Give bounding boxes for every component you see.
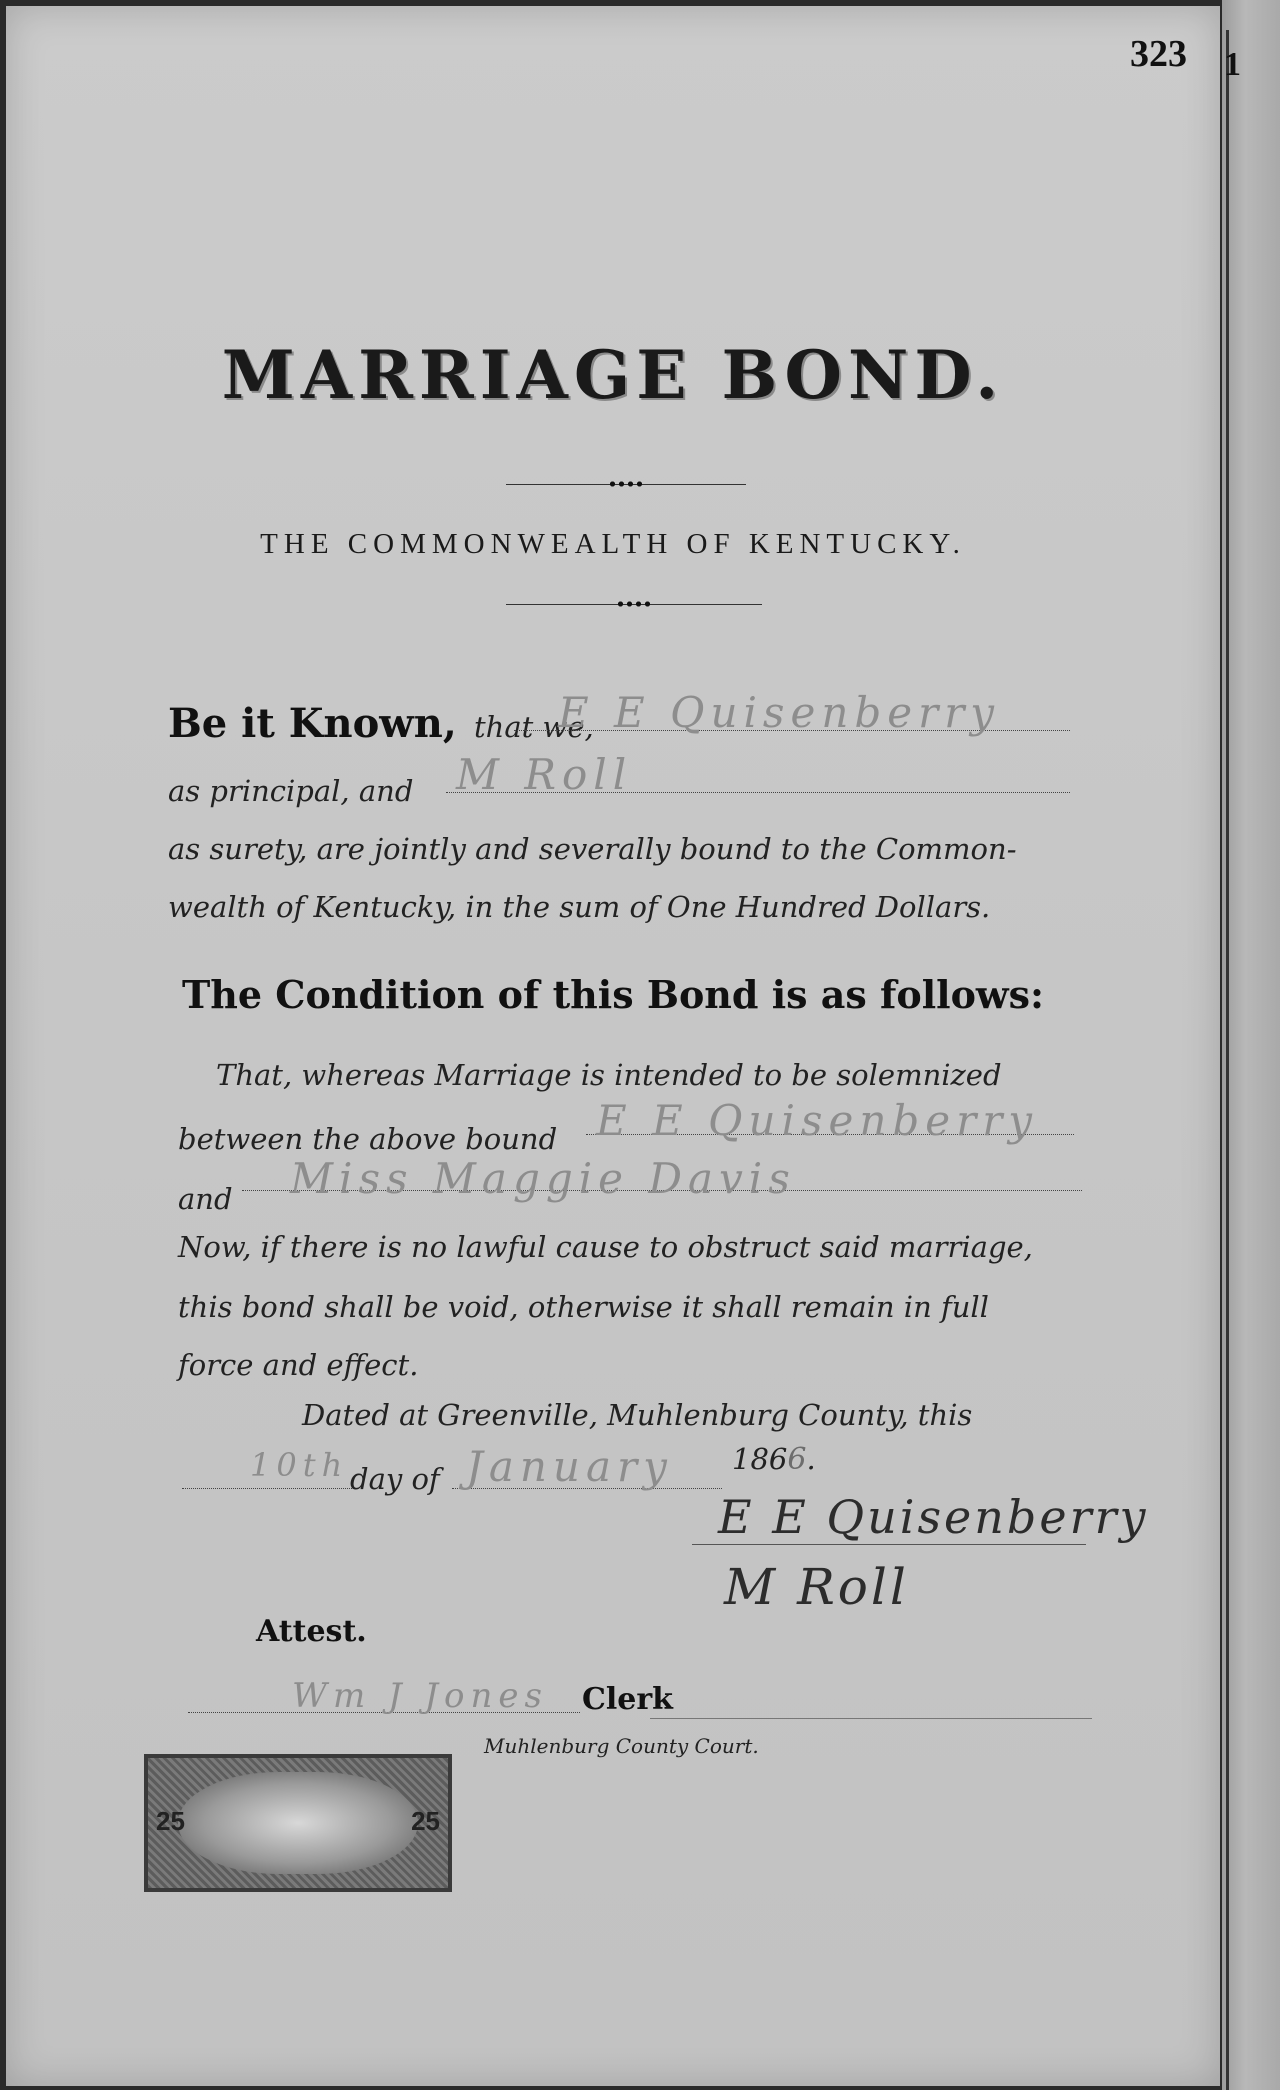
attest-label: Attest.: [256, 1614, 367, 1649]
be-it-known-label: Be it Known,: [168, 700, 457, 747]
condition-line-2: between the above bound: [178, 1122, 558, 1156]
clerk-label: Clerk: [582, 1682, 673, 1717]
principal-signature: E E Quisenberry: [718, 1490, 1149, 1544]
stamp-value-right: 25: [411, 1806, 440, 1836]
commonwealth-heading: THE COMMONWEALTH OF KENTUCKY.: [260, 528, 966, 560]
clerk-signature: Wm J Jones: [292, 1676, 548, 1716]
groom-name: E E Quisenberry: [596, 1096, 1039, 1145]
surety-name: M Roll: [456, 750, 633, 799]
revenue-stamp: [144, 1754, 452, 1892]
signature-rule: [692, 1544, 1086, 1545]
document-page: [6, 6, 1220, 2086]
stamp-value-left: 25: [156, 1806, 185, 1836]
year-suffix: 6: [787, 1442, 807, 1477]
condition-line-1: That, whereas Marriage is intended to be solemnized: [216, 1058, 1002, 1092]
document-title: MARRIAGE BOND.: [221, 336, 1005, 414]
condition-line-6: force and effect.: [178, 1348, 419, 1382]
day-of-label: day of: [350, 1462, 440, 1496]
month-value: January: [466, 1442, 673, 1491]
court-label: Muhlenburg County Court.: [484, 1734, 759, 1758]
year-line: 1866.: [732, 1442, 816, 1477]
bride-name: Miss Maggie Davis: [290, 1154, 796, 1203]
year-prefix: 186: [732, 1442, 788, 1476]
adjacent-page-edge: [1222, 0, 1280, 2090]
clerk-rule: [650, 1718, 1092, 1719]
condition-heading: The Condition of this Bond is as follows:: [181, 972, 1045, 1017]
and-label: and: [178, 1182, 233, 1216]
that-we-label: that we,: [474, 710, 594, 744]
condition-line-4: Now, if there is no lawful cause to obstruct said marriage,: [178, 1230, 1033, 1264]
edge-line: [1226, 30, 1229, 2090]
stamp-portrait: [178, 1772, 418, 1874]
as-principal-label: as principal, and: [168, 774, 414, 808]
dated-line: Dated at Greenville, Muhlenburg County, this: [302, 1398, 973, 1432]
surety-signature: M Roll: [724, 1558, 909, 1616]
principal-name: E E Quisenberry: [558, 688, 1001, 737]
sum-line: wealth of Kentucky, in the sum of One Hundred Dollars.: [168, 890, 991, 924]
adjacent-page-number: 1: [1224, 46, 1241, 83]
day-value: 10th: [250, 1446, 349, 1484]
bound-line: as surety, are jointly and severally bound to the Common-: [168, 832, 1017, 866]
ornament-rule-top: [506, 484, 746, 485]
ornament-rule-bottom: [506, 604, 762, 605]
page-number: 323: [1130, 33, 1187, 75]
condition-line-5: this bond shall be void, otherwise it shall remain in full: [178, 1290, 989, 1324]
